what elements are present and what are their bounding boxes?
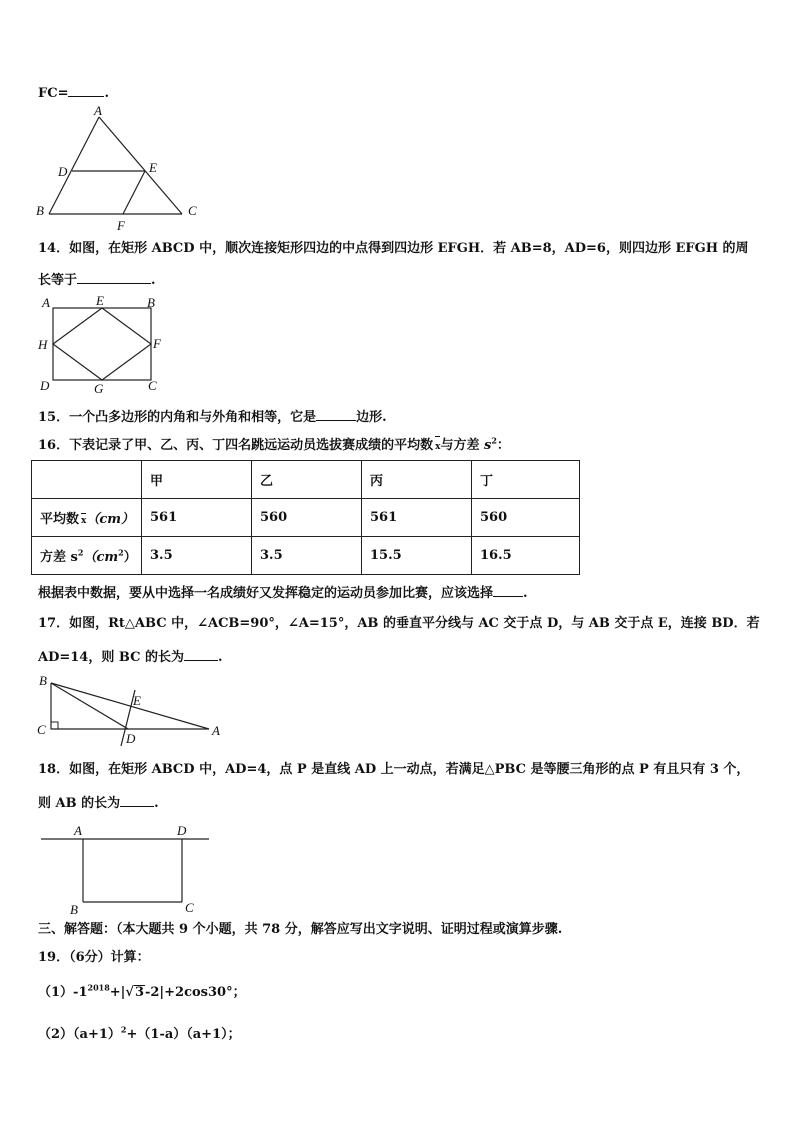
label-c: C (185, 900, 194, 915)
label-b: B (39, 673, 47, 688)
q13-line (38, 84, 109, 102)
q18-answer-blank[interactable] (120, 794, 154, 807)
q14-line1: 14．如图，在矩形 ABCD 中，顺次连接矩形四边的中点得到四边形 EFGH．若 AB=8，AD=6，则四边形 EFGH 的周 (38, 241, 749, 256)
table-row-mean (32, 499, 580, 537)
q16-stats-table (31, 460, 580, 575)
table-header-cell: 丙 (362, 461, 472, 499)
mean-xbar: x (81, 516, 87, 526)
q16-text: 16．下表记录了甲、乙、丙、丁四名跳远运动员选拔赛成绩的平均数 (38, 438, 434, 453)
q17-line2-text: AD=14，则 BC 的长为 (38, 650, 184, 665)
var-unit-sup: 2 (118, 547, 124, 558)
q15-suffix: 边形. (356, 410, 387, 425)
label-d: D (58, 164, 68, 179)
q18-line1: 18．如图，在矩形 ABCD 中，AD=4，点 P 是直线 AD 上一动点，若满足△PBC 是等腰三角形的点 P 有且只有 3 个， (38, 762, 750, 777)
label-e: E (96, 293, 104, 308)
label-d: D (40, 378, 50, 393)
q19-part2 (38, 1024, 241, 1043)
q17-answer-blank[interactable] (184, 648, 218, 661)
q16-xbar: x (435, 439, 440, 455)
table-cell: 560 (252, 499, 362, 537)
label-b: B (70, 902, 78, 917)
q17-end: . (217, 650, 223, 665)
q17-line1: 17．如图，Rt△ABC 中，∠ACB=90°，∠A=15°，AB 的垂直平分线与 AC 交于点 D，与 AB 交于点 E，连接 BD．若 (38, 616, 760, 631)
label-e: E (133, 693, 141, 708)
q19-p1-c: -2|+2cos30°； (144, 985, 246, 1000)
q17-line2 (38, 648, 223, 666)
table-header-cell: 丁 (472, 461, 580, 499)
q18-rectangle-figure (38, 822, 218, 917)
segment-ba (51, 683, 209, 729)
q14-answer-blank[interactable] (77, 271, 151, 284)
q13-answer-blank[interactable] (68, 84, 104, 97)
table-header-cell (32, 461, 142, 499)
segment-ef (123, 171, 145, 214)
mean-label: 平均数 (40, 512, 80, 527)
q18-end: . (154, 796, 159, 811)
table-header-cell: 乙 (252, 461, 362, 499)
section-3-heading: 三、解答题：（本大题共 9 个小题，共 78 分，解答应写出文字说明、证明过程或演算步骤. (38, 922, 563, 937)
q19-p2-a: （2）（a+1） (38, 1027, 121, 1042)
label-h: H (38, 337, 48, 352)
q13-fc-label: FC= (38, 86, 69, 101)
sqrt-icon: √ (125, 985, 134, 1000)
table-row-variance (32, 537, 580, 575)
q14-line2 (38, 271, 156, 289)
label-d: D (177, 823, 187, 838)
segment-bd (51, 683, 128, 729)
label-b: B (36, 203, 44, 218)
q16-line (38, 435, 510, 455)
q16-mid: 与方差 (440, 438, 484, 453)
label-e: E (149, 160, 157, 175)
label-f: F (153, 336, 161, 351)
label-a: A (74, 823, 82, 838)
right-angle-mark (51, 722, 58, 729)
label-a: A (42, 295, 50, 310)
table-cell: 561 (362, 499, 472, 537)
label-a: A (212, 723, 220, 738)
table-cell: 15.5 (362, 537, 472, 575)
q19-p1-exp: 2018 (87, 982, 110, 993)
table-cell: 3.5 (142, 537, 252, 575)
label-f: F (117, 218, 125, 233)
rect-abcd (53, 308, 151, 380)
table-header-row (32, 461, 580, 499)
q18-line2 (38, 794, 159, 812)
var-unit: （cm (83, 550, 119, 565)
q13-triangle-figure (30, 104, 210, 234)
row-label-variance (32, 537, 142, 575)
q16-s-sup: 2 (491, 435, 497, 446)
segment-ac (99, 117, 182, 214)
label-c: C (37, 722, 46, 737)
q18-line2-text: 则 AB 的长为 (38, 796, 121, 811)
q16-s: s (484, 438, 492, 453)
table-cell: 560 (472, 499, 580, 537)
label-c: C (188, 203, 197, 218)
q19-p2-b: +（1-a）（a+1）； (126, 1027, 241, 1042)
label-a: A (94, 103, 102, 118)
label-d: D (126, 731, 136, 746)
var-sup: 2 (77, 547, 84, 558)
q14-rectangle-figure (30, 292, 180, 400)
table-cell: 16.5 (472, 537, 580, 575)
q19-part1 (38, 982, 246, 1001)
q19-p1-a: （1）-1 (38, 985, 88, 1000)
q16-conclusion-line (38, 584, 528, 602)
q17-right-triangle-figure (34, 672, 224, 750)
label-c: C (148, 378, 157, 393)
row-label-mean (32, 499, 142, 537)
q14-line2-text: 长等于 (38, 273, 78, 288)
table-cell: 561 (142, 499, 252, 537)
q16b-end: . (523, 586, 528, 601)
q19-p2-exp: 2 (120, 1024, 127, 1035)
q15-answer-blank[interactable] (316, 408, 356, 421)
var-unit-close: ） (123, 550, 137, 565)
table-header-cell: 甲 (142, 461, 252, 499)
table-cell: 3.5 (252, 537, 362, 575)
q15-line (38, 408, 387, 426)
segment-ab (49, 117, 99, 214)
rhombus-efgh (53, 308, 151, 380)
q16-answer-blank[interactable] (493, 584, 523, 597)
label-g: G (94, 381, 104, 396)
q16-end: ： (496, 438, 510, 453)
q13-end: . (104, 86, 109, 101)
q19-p1-b: +| (109, 985, 126, 1000)
mean-unit: （cm） (86, 512, 135, 527)
var-label: 方差 s (40, 550, 78, 565)
q19-p1-radicand: 3 (134, 985, 144, 1000)
q15-text: 15．一个凸多边形的内角和与外角和相等，它是 (38, 410, 317, 425)
q16b-text: 根据表中数据，要从中选择一名成绩好又发挥稳定的运动员参加比赛，应该选择 (38, 586, 494, 601)
label-b: B (147, 295, 155, 310)
q19-title: 19．（6分）计算： (38, 950, 150, 965)
q14-end: . (151, 273, 156, 288)
